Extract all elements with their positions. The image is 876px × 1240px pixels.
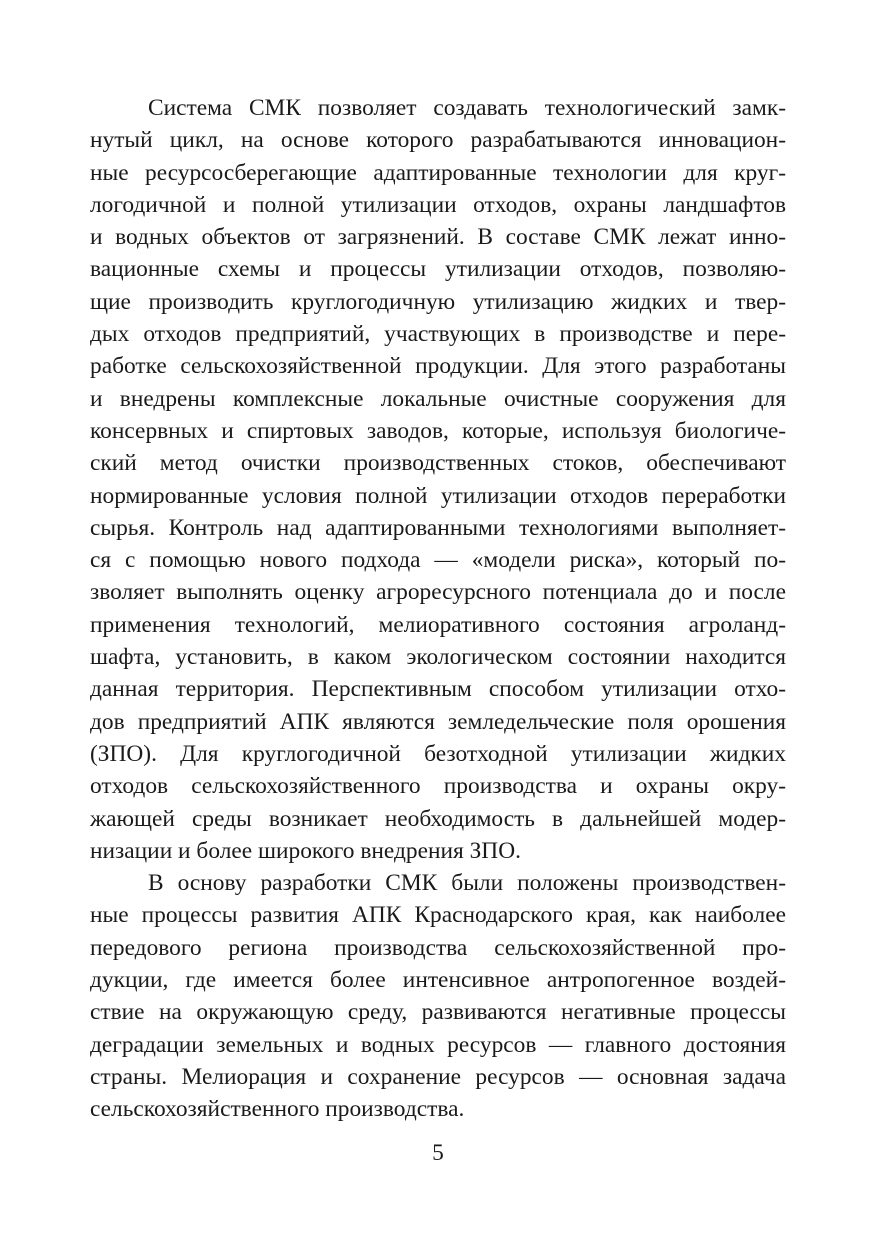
text-line: деградации земельных и водных ресурсов — главного достояния [90,1031,786,1058]
text-line: ные ресурсосберегающие адаптированные технологии для круг- [90,159,786,186]
text-line: вационные схемы и процессы утилизации отходов, позволяю- [90,256,786,283]
text-line: В основу разработки СМК были положены производствен- [148,870,786,897]
text-line: консервных и спиртовых заводов, которые, используя биологиче- [90,417,786,444]
text-line: ся с помощью нового подхода — «модели риска», который по- [90,547,786,574]
text-line: дов предприятий АПК являются земледельческие поля орошения [90,708,786,735]
text-line: зволяет выполнять оценку агроресурсного потенциала до и после [90,579,786,606]
text-line: страны. Мелиорация и сохранение ресурсов — основная задача [90,1063,786,1090]
text-line: сырья. Контроль над адаптированными технологиями выполняет- [90,514,786,541]
text-line: ский метод очистки производственных стоков, обеспечивают [90,450,786,477]
paragraph-2 [90,867,786,1125]
text-line: дукции, где имеется более интенсивное антропогенное воздей- [90,967,786,994]
text-line: нормированные условия полной утилизации отходов переработки [90,482,786,509]
text-line: отходов сельскохозяйственного производства и охраны окру- [90,773,786,800]
text-line: нутый цикл, на основе которого разрабатываются инновацион- [90,127,786,154]
text-line: шафта, установить, в каком экологическом состоянии находится [90,644,786,671]
text-line: ствие на окружающую среду, развиваются негативные процессы [90,999,786,1026]
text-line: данная территория. Перспективным способом утилизации отхо- [90,676,786,703]
text-line: передового региона производства сельскохозяйственной про- [90,934,786,961]
text-line: и водных объектов от загрязнений. В составе СМК лежат инно- [90,224,786,251]
document-body [90,92,786,1126]
text-line: жающей среды возникает необходимость в дальнейшей модер- [90,805,786,832]
paragraph-1 [90,92,786,867]
text-line: и внедрены комплексные локальные очистные сооружения для [90,385,786,412]
text-line: логодичной и полной утилизации отходов, охраны ландшафтов [90,191,786,218]
page-number: 5 [432,1140,444,1166]
text-line: сельскохозяйственного производства. [90,1096,465,1123]
text-line: дых отходов предприятий, участвующих в производстве и пере- [90,321,786,348]
text-line: работке сельскохозяйственной продукции. Для этого разработаны [90,353,786,380]
text-line: Система СМК позволяет создавать технологический замк- [148,95,786,121]
text-line: применения технологий, мелиоративного состояния агроланд- [90,611,786,638]
text-line: ные процессы развития АПК Краснодарского края, как наиболее [90,902,786,929]
text-line: щие производить круглогодичную утилизацию жидких и твер- [90,288,786,315]
text-line: низации и более широкого внедрения ЗПО. [90,837,521,864]
text-line: (ЗПО). Для круглогодичной безотходной утилизации жидких [90,740,786,767]
